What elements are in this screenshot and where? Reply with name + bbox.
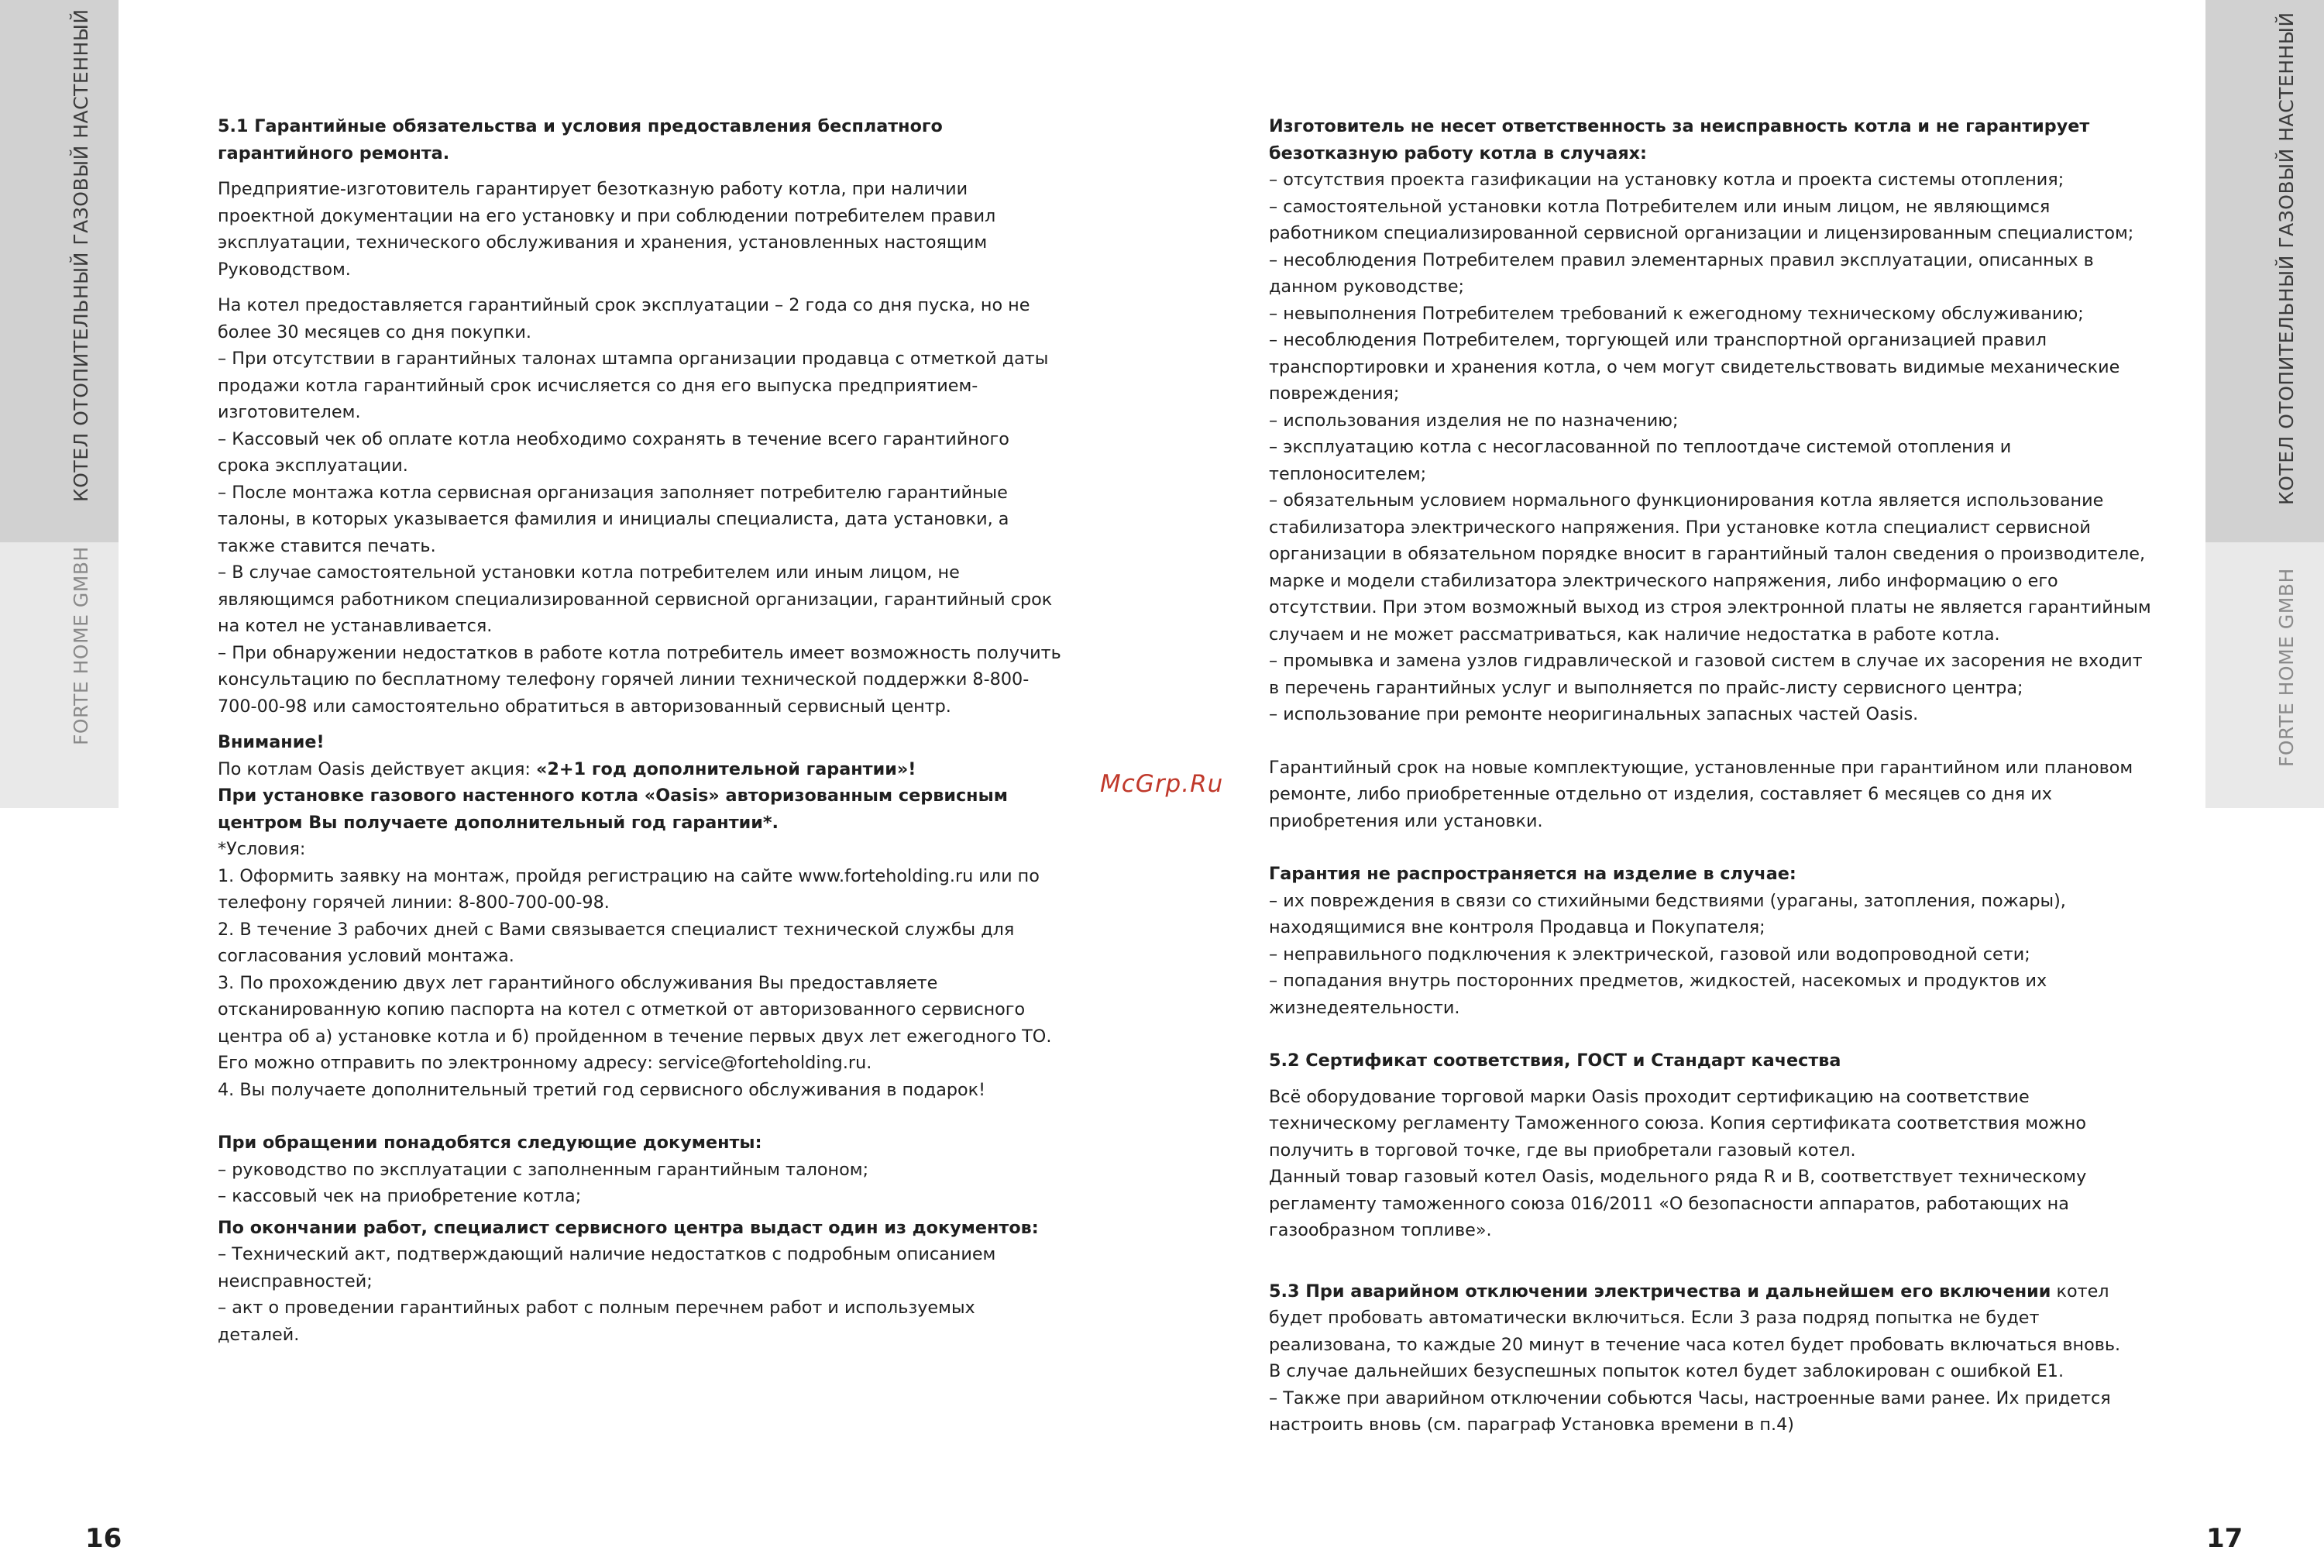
right-page-content (1269, 113, 2152, 1439)
section-5-2-heading: 5.2 Сертификат соответствия, ГОСТ и Стандарт качества (1269, 1050, 1841, 1071)
attention-heading: Внимание! (218, 732, 325, 752)
liability-item: – отсутствия проекта газификации на установку котла и проекта системы отопления; (1269, 170, 2064, 190)
warranty-item: – После монтажа котла сервисная организация заполняет потребителю гарантийные талоны, в которых указывается фамилия и инициалы специалиста, дата установки, а также ставится печать. (218, 482, 1009, 556)
exclusion-heading: Гарантия не распространяется на изделие в случае: (1269, 864, 1796, 884)
liability-item: – использование при ремонте неоригинальных запасных частей Oasis. (1269, 704, 1919, 724)
warranty-item: – Кассовый чек об оплате котла необходимо сохранять в течение всего гарантийного срока эксплуатации. (218, 428, 1009, 476)
service-end-item: – акт о проведении гарантийных работ с полным перечнем работ и используемых деталей. (218, 1298, 975, 1345)
section-5-3 (1269, 1278, 2152, 1359)
sidebar-title: КОТЕЛ ОТОПИТЕЛЬНЫЙ ГАЗОВЫЙ НАСТЕННЫЙ (2275, 12, 2298, 505)
promo-line (218, 756, 1062, 783)
page-number-left: 16 (85, 1523, 122, 1554)
exclusion-item: – их повреждения в связи со стихийными бедствиями (ураганы, затопления, пожары), находящимися вне контроля Продавца и Покупателя; (1269, 890, 2066, 937)
right-sidebar (2205, 0, 2324, 808)
sidebar-band-title (2205, 0, 2324, 542)
certificate-regulation: Данный товар газовый котел Oasis, модельного ряда R и B, соответствует техническому регламенту таможенного союза 016/2011 «О безопасности аппаратов, работающих на газообразном топливе». (1269, 1167, 2087, 1240)
sidebar-title: КОТЕЛ ОТОПИТЕЛЬНЫЙ ГАЗОВЫЙ НАСТЕННЫЙ (70, 9, 92, 502)
certificate-text: Всё оборудование торговой марки Oasis проходит сертификацию на соответствие техническому регламенту Таможенного союза. Копия сертификата соответствия можно получить в торговой точке, где вы приобретали газовый котел. (1269, 1086, 2086, 1161)
sidebar-band-title (0, 0, 119, 542)
promo-extra-year: При установке газового настенного котла «Oasis» авторизованным сервисным центром Вы получаете дополнительный год гарантии*. (218, 786, 1008, 833)
blocked-error-text: В случае дальнейших безуспешных попыток котел будет заблокирован с ошибкой E1. (1269, 1361, 2064, 1381)
condition-item: 1. Оформить заявку на монтаж, пройдя регистрацию на сайте www.forteholding.ru или по телефону горячей линии: 8-800-700-00-98. (218, 865, 1040, 913)
warranty-intro: Предприятие-изготовитель гарантирует безотказную работу котла, при наличии проектной документации на его установку и при соблюдении потребителем правил эксплуатации, технического обслуживания и хранения, установленных настоящим Руководством. (218, 179, 996, 280)
left-sidebar (0, 0, 119, 808)
condition-item: 3. По прохождению двух лет гарантийного обслуживания Вы предоставляете отсканированную копию паспорта на котел с отметкой от авторизованного сервисного центра об а) установке котла и б) пройденном в течение первых двух лет ежегодного ТО. Его можно отправить по электронному адресу: service@forteholding.ru. (218, 972, 1052, 1073)
liability-item: – промывка и замена узлов гидравлической и газовой систем в случае их засорения не входит в перечень гарантийных услуг и выполняется по прайс-листу сервисного центра; (1269, 651, 2143, 698)
liability-item: – использования изделия не по назначению; (1269, 410, 1679, 431)
warranty-item: – При отсутствии в гарантийных талонах штампа организации продавца с отметкой даты продажи котла гарантийный срок исчисляется со дня его выпуска предприятием-изготовителем. (218, 349, 1049, 422)
condition-item: 4. Вы получаете дополнительный третий год сервисного обслуживания в подарок! (218, 1079, 986, 1100)
warranty-item: – При обнаружении недостатков в работе котла потребитель имеет возможность получить консультацию по бесплатному телефону горячей линии технической поддержки 8-800-700-00-98 или самостоятельно обратиться в авторизованный сервисный центр. (218, 642, 1061, 717)
left-page-content (218, 113, 1062, 1348)
condition-item: 2. В течение 3 рабочих дней с Вами связывается специалист технической службы для согласования условий монтажа. (218, 919, 1015, 966)
liability-item: – невыполнения Потребителем требований к ежегодному техническому обслуживанию; (1269, 303, 2084, 324)
warranty-item: – В случае самостоятельной установки котла потребителем или иным лицом, не являющимся работником специализированной сервисной организации, гарантийный срок на котел не устанавливается. (218, 562, 1053, 636)
exclusion-item: – попадания внутрь посторонних предметов, жидкостей, насекомых и продуктов их жизнедеятельности. (1269, 971, 2047, 1018)
document-item: – руководство по эксплуатации с заполненным гарантийным талоном; (218, 1159, 869, 1180)
liability-item: – несоблюдения Потребителем, торгующей или транспортной организацией правил транспортировки и хранения котла, о чем могут свидетельствовать видимые механические повреждения; (1269, 330, 2120, 404)
conditions-label: *Условия: (218, 839, 306, 859)
watermark: McGrp.Ru (1100, 770, 1224, 798)
promo-title: «2+1 год дополнительной гарантии»! (535, 758, 916, 779)
sidebar-brand: FORTE HOME GMBH (2275, 568, 2298, 767)
warranty-term: На котел предоставляется гарантийный срок эксплуатации – 2 года со дня пуска, но не более 30 месяцев со дня покупки. (218, 295, 1030, 342)
sidebar-brand: FORTE HOME GMBH (70, 546, 92, 745)
page-number-right: 17 (2206, 1523, 2243, 1554)
documents-heading: При обращении понадобятся следующие документы: (218, 1133, 762, 1153)
clock-reset-text: – Также при аварийном отключении собьются Часы, настроенные вами ранее. Их придется настроить вновь (см. параграф Установка времени в п.4) (1269, 1387, 2111, 1435)
document-item: – кассовый чек на приобретение котла; (218, 1186, 582, 1206)
liability-heading: Изготовитель не несет ответственность за неисправность котла и не гарантирует безотказную работу котла в случаях: (1269, 116, 2090, 163)
section-5-1-heading: 5.1 Гарантийные обязательства и условия предоставления бесплатного гарантийного ремонта. (218, 116, 943, 163)
parts-warranty: Гарантийный срок на новые комплектующие, установленные при гарантийном или плановом ремонте, либо приобретенные отдельно от изделия, составляет 6 месяцев со дня их приобретения или установки. (1269, 757, 2133, 831)
promo-prefix: По котлам Oasis действует акция: (218, 758, 536, 779)
service-end-heading: По окончании работ, специалист сервисного центра выдаст один из документов: (218, 1217, 1039, 1238)
liability-item: – обязательным условием нормального функционирования котла является использование стабилизатора электрического напряжения. При установке котла специалист сервисной организации в обязательном порядке вносит в гарантийный талон сведения о производителе, марке и модели стабилизатора электрического напряжения, либо информацию о его отсутствии. При этом возможный выход из строя электронной платы не является гарантийным случаем и не может рассматриваться, как наличие недостатка в работе котла. (1269, 490, 2151, 645)
liability-item: – несоблюдения Потребителем правил элементарных правил эксплуатации, описанных в данном руководстве; (1269, 249, 2094, 297)
exclusion-item: – неправильного подключения к электрической, газовой или водопроводной сети; (1269, 944, 2030, 965)
section-5-3-heading: 5.3 При аварийном отключении электричества и дальнейшем его включении (1269, 1281, 2051, 1302)
liability-item: – самостоятельной установки котла Потребителем или иным лицом, не являющимся работником специализированной сервисной организации и лицензированным специалистом; (1269, 196, 2134, 243)
sidebar-band-brand (0, 542, 119, 808)
section-5-3-text: котел будет пробовать автоматически включиться. Если 3 раза подряд попытка не будет реализована, то каждые 20 минут в течение часа котел будет пробовать включаться вновь. (1269, 1281, 2121, 1355)
sidebar-band-brand (2205, 542, 2324, 808)
liability-item: – эксплуатацию котла с несогласованной по теплоотдаче системой отопления и теплоносителем; (1269, 437, 2012, 484)
service-end-item: – Технический акт, подтверждающий наличие недостатков с подробным описанием неисправностей; (218, 1244, 996, 1291)
